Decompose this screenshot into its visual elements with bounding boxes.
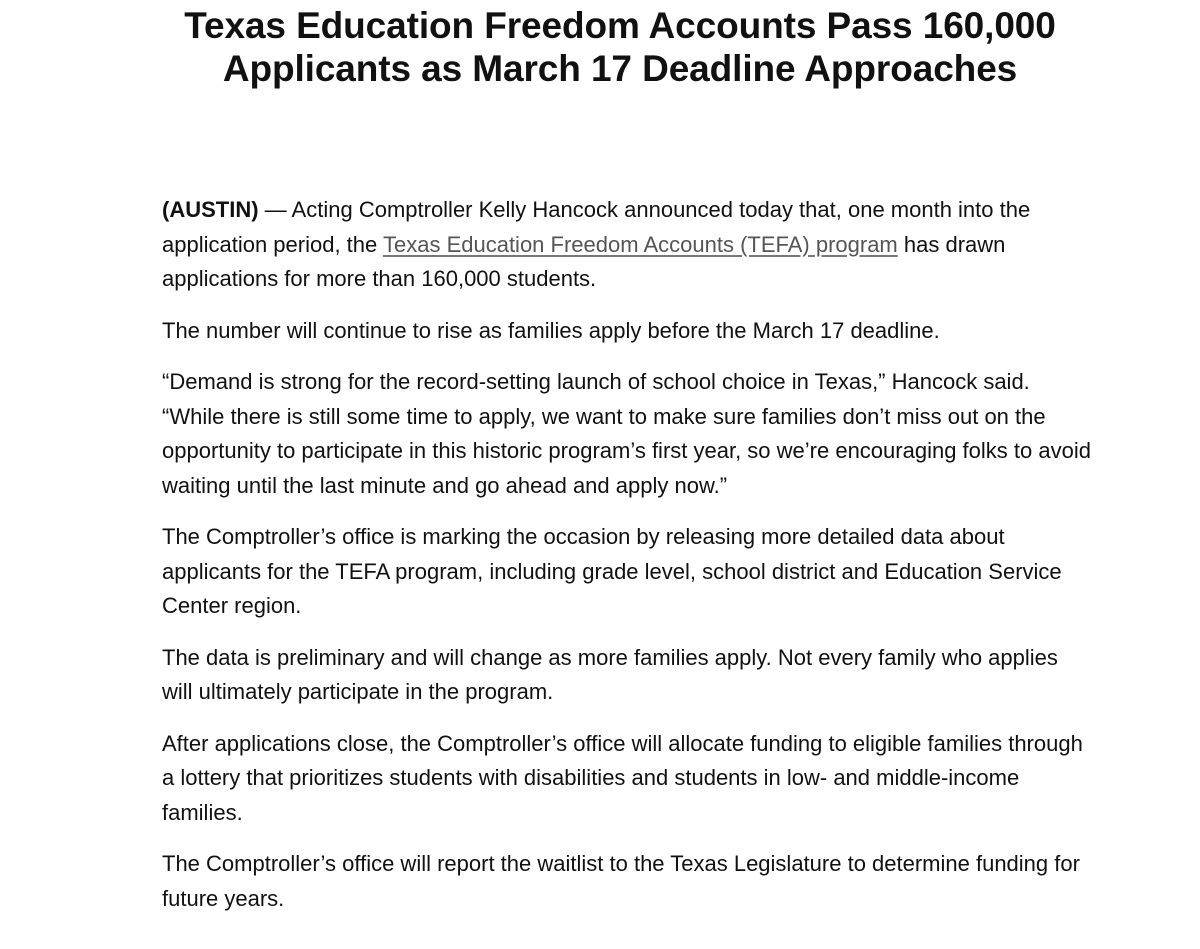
- paragraph-data-release: The Comptroller’s office is marking the occasion by releasing more detailed data about applicants for the TEFA program, including grade level, school district and Education Service Center region.: [162, 524, 1062, 618]
- paragraph-deadline: The number will continue to rise as families apply before the March 17 deadline.: [162, 317, 940, 343]
- paragraph-lottery: After applications close, the Comptroller’s office will allocate funding to eligible families through a lottery that prioritizes students with disabilities and students in low- and middle-income families.: [162, 730, 1083, 825]
- dateline: (AUSTIN): [162, 197, 259, 222]
- tefa-program-link[interactable]: Texas Education Freedom Accounts (TEFA) program: [382, 231, 898, 257]
- paragraph-quote: “Demand is strong for the record-setting launch of school choice in Texas,” Hancock said. “While there is still some time to apply, we want to make sure families don’t miss out on the opportunity to participate in this historic program’s first year, so we’re encouraging folks to avoid waiting until the last minute and go ahead and apply now.”: [162, 369, 1091, 498]
- paragraph-preliminary: The data is preliminary and will change as more families apply. Not every family who applies will ultimately participate in the program.: [162, 644, 1058, 704]
- intro-text-after-link: has drawn applications for more than 160,000 students.: [162, 231, 1006, 291]
- article-body: [162, 193, 1092, 933]
- intro-paragraph: [162, 193, 1092, 297]
- intro-text-before-link: — Acting Comptroller Kelly Hancock announced today that, one month into the application period, the: [162, 197, 1031, 257]
- paragraph-waitlist: The Comptroller’s office will report the waitlist to the Texas Legislature to determine funding for future years.: [162, 851, 1080, 911]
- headline: Texas Education Freedom Accounts Pass 160,000 Applicants as March 17 Deadline Approaches: [184, 5, 1056, 89]
